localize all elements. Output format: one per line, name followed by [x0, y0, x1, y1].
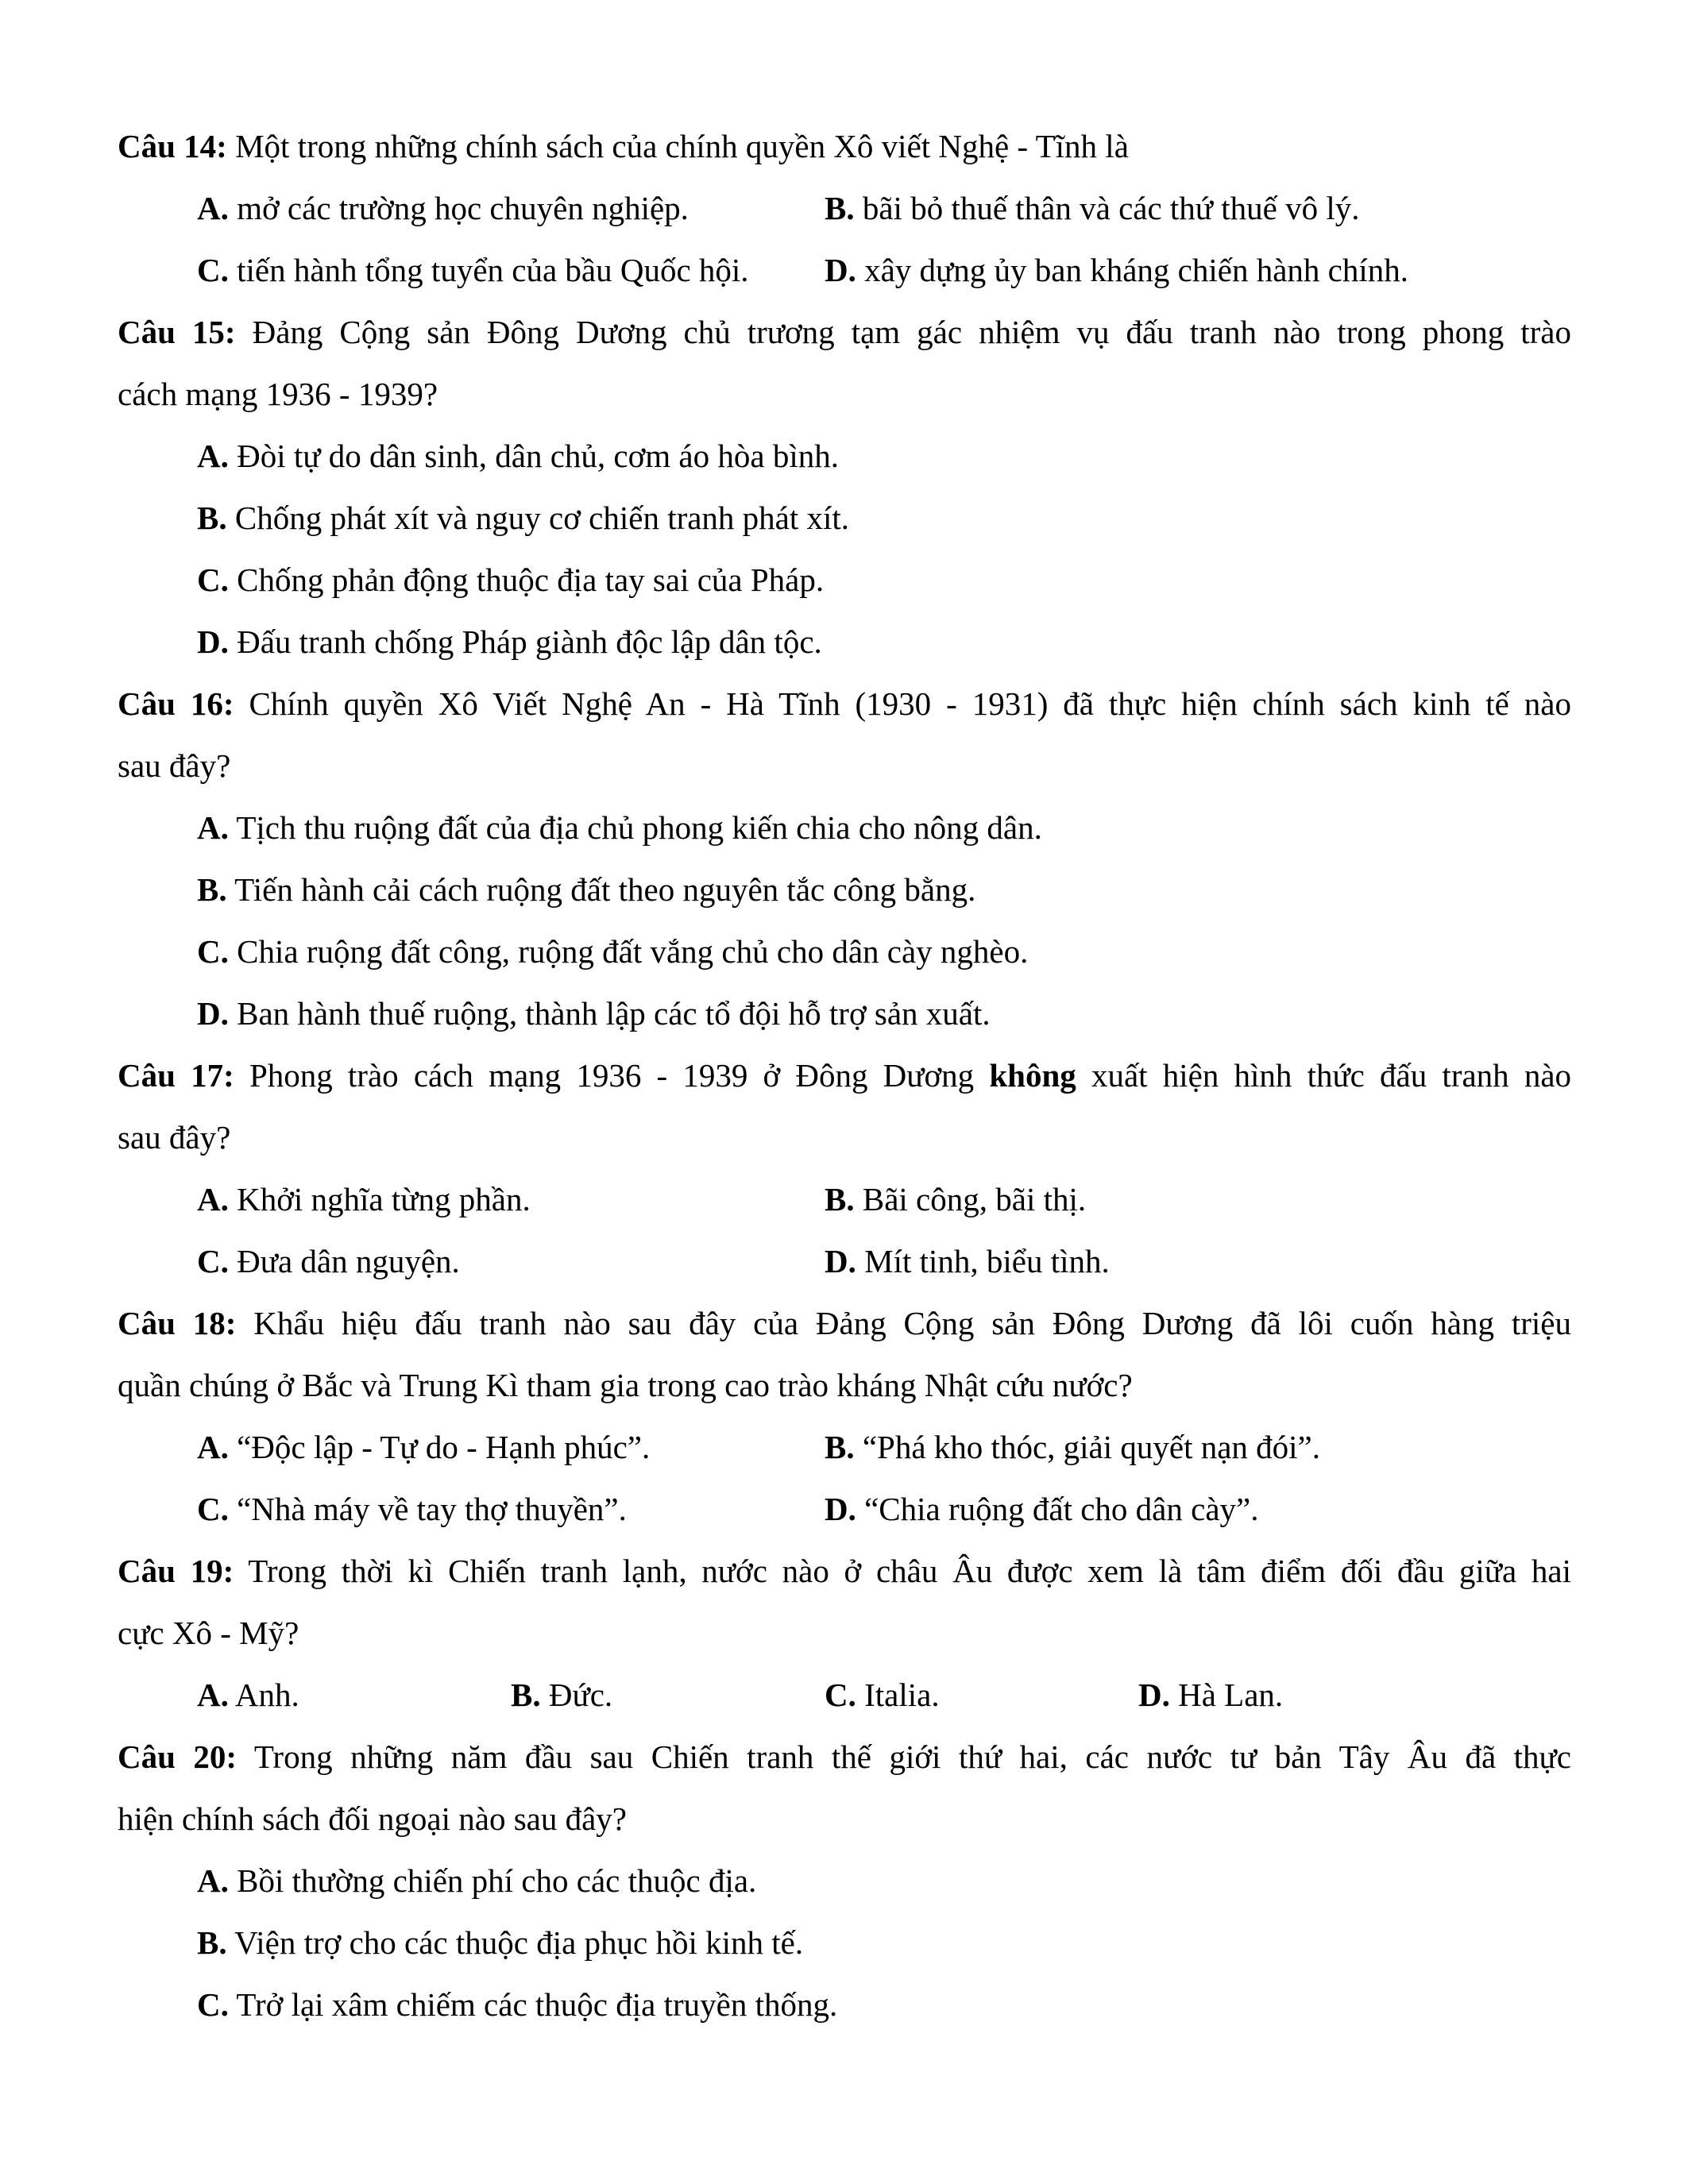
option-c: C. Chia ruộng đất công, ruộng đất vắng chủ cho dân cày nghèo.: [197, 933, 1029, 970]
option-d: D. Đấu tranh chống Pháp giành độc lập dân tộc.: [197, 623, 822, 660]
option-a: A. Tịch thu ruộng đất của địa chủ phong kiến chia cho nông dân.: [197, 809, 1042, 846]
question-text: Chính quyền Xô Viết Nghệ An - Hà Tĩnh (1930 - 1931) đã thực hiện chính sách kinh tế nào: [249, 685, 1571, 722]
option-c: C. Trở lại xâm chiếm các thuộc địa truyền thống.: [197, 1986, 838, 2023]
option-a: A. “Độc lập - Tự do - Hạnh phúc”.: [197, 1429, 651, 1465]
option-row: [118, 1664, 1571, 1726]
option-row: [118, 1230, 1571, 1292]
option-row: [118, 1478, 1571, 1540]
question-text: Khẩu hiệu đấu tranh nào sau đây của Đảng Cộng sản Đông Dương đã lôi cuốn hàng triệu: [253, 1305, 1571, 1341]
question-label: Câu 18:: [118, 1305, 237, 1341]
question-label: Câu 19:: [118, 1553, 234, 1589]
question-text: Đảng Cộng sản Đông Dương chủ trương tạm gác nhiệm vụ đấu tranh nào trong phong trào: [252, 314, 1572, 350]
question-text: xuất hiện hình thức đấu tranh nào: [1091, 1057, 1572, 1094]
question-19: [118, 1540, 1571, 1602]
option-row: [118, 1416, 1571, 1478]
option-d: D. Hà Lan.: [1138, 1677, 1284, 1713]
question-text-cont: hiện chính sách đối ngoại nào sau đây?: [118, 1800, 628, 1837]
question-text-cont: cách mạng 1936 - 1939?: [118, 376, 438, 412]
question-text-cont: cực Xô - Mỹ?: [118, 1615, 299, 1651]
question-17: [118, 1044, 1571, 1106]
question-label: Câu 15:: [118, 314, 236, 350]
question-20: [118, 1726, 1571, 1788]
option-d: D. “Chia ruộng đất cho dân cày”.: [825, 1491, 1259, 1527]
exam-page: [118, 115, 1571, 2035]
question-14: [118, 115, 1571, 177]
question-emphasis: không: [989, 1057, 1076, 1094]
option-a: A. Đòi tự do dân sinh, dân chủ, cơm áo hòa bình.: [197, 438, 839, 474]
option-b: B. “Phá kho thóc, giải quyết nạn đói”.: [825, 1429, 1321, 1465]
option-a: A. Anh.: [197, 1677, 299, 1713]
question-text: Trong những năm đầu sau Chiến tranh thế giới thứ hai, các nước tư bản Tây Âu đã thực: [253, 1738, 1571, 1775]
option-row: [118, 1168, 1571, 1230]
option-d: D. Ban hành thuế ruộng, thành lập các tổ đội hỗ trợ sản xuất.: [197, 995, 991, 1032]
option-b: B. Tiến hành cải cách ruộng đất theo nguyên tắc công bằng.: [197, 871, 976, 908]
option-row: [118, 177, 1571, 239]
question-text: Trong thời kì Chiến tranh lạnh, nước nào ở châu Âu được xem là tâm điểm đối đầu giữa hai: [248, 1553, 1571, 1589]
option-row: [118, 239, 1571, 301]
question-text-cont: sau đây?: [118, 1119, 231, 1156]
option-c: C. Đưa dân nguyện.: [197, 1243, 460, 1279]
option-b: B. Viện trợ cho các thuộc địa phục hồi kinh tế.: [197, 1924, 804, 1961]
question-text: Một trong những chính sách của chính quyền Xô viết Nghệ - Tĩnh là: [235, 128, 1129, 164]
question-text-cont: quần chúng ở Bắc và Trung Kì tham gia trong cao trào kháng Nhật cứu nước?: [118, 1367, 1133, 1403]
question-label: Câu 16:: [118, 685, 234, 722]
question-text: Phong trào cách mạng 1936 - 1939 ở Đông Dương: [249, 1057, 975, 1094]
option-c: C. Chống phản động thuộc địa tay sai của Pháp.: [197, 561, 825, 598]
option-c: C. “Nhà máy về tay thợ thuyền”.: [197, 1491, 627, 1527]
option-c: C. Italia.: [825, 1677, 940, 1713]
option-d: D. Mít tinh, biểu tình.: [825, 1243, 1110, 1279]
option-b: B. Chống phát xít và nguy cơ chiến tranh phát xít.: [197, 500, 850, 536]
option-c: C. tiến hành tổng tuyển của bầu Quốc hội.: [197, 252, 749, 288]
question-16: [118, 673, 1571, 735]
option-d: D. xây dựng ủy ban kháng chiến hành chính.: [825, 252, 1408, 288]
option-a: A. mở các trường học chuyên nghiệp.: [197, 190, 689, 226]
option-a: A. Bồi thường chiến phí cho các thuộc địa.: [197, 1862, 757, 1899]
question-label: Câu 20:: [118, 1738, 238, 1775]
question-label: Câu 14:: [118, 128, 227, 164]
question-text-cont: sau đây?: [118, 747, 231, 784]
option-b: B. Bãi công, bãi thị.: [825, 1181, 1087, 1217]
question-18: [118, 1292, 1571, 1354]
option-a: A. Khởi nghĩa từng phần.: [197, 1181, 531, 1217]
option-b: B. Đức.: [511, 1677, 613, 1713]
question-15: [118, 301, 1571, 363]
option-b: B. bãi bỏ thuế thân và các thứ thuế vô lý.: [825, 190, 1360, 226]
question-label: Câu 17:: [118, 1057, 234, 1094]
